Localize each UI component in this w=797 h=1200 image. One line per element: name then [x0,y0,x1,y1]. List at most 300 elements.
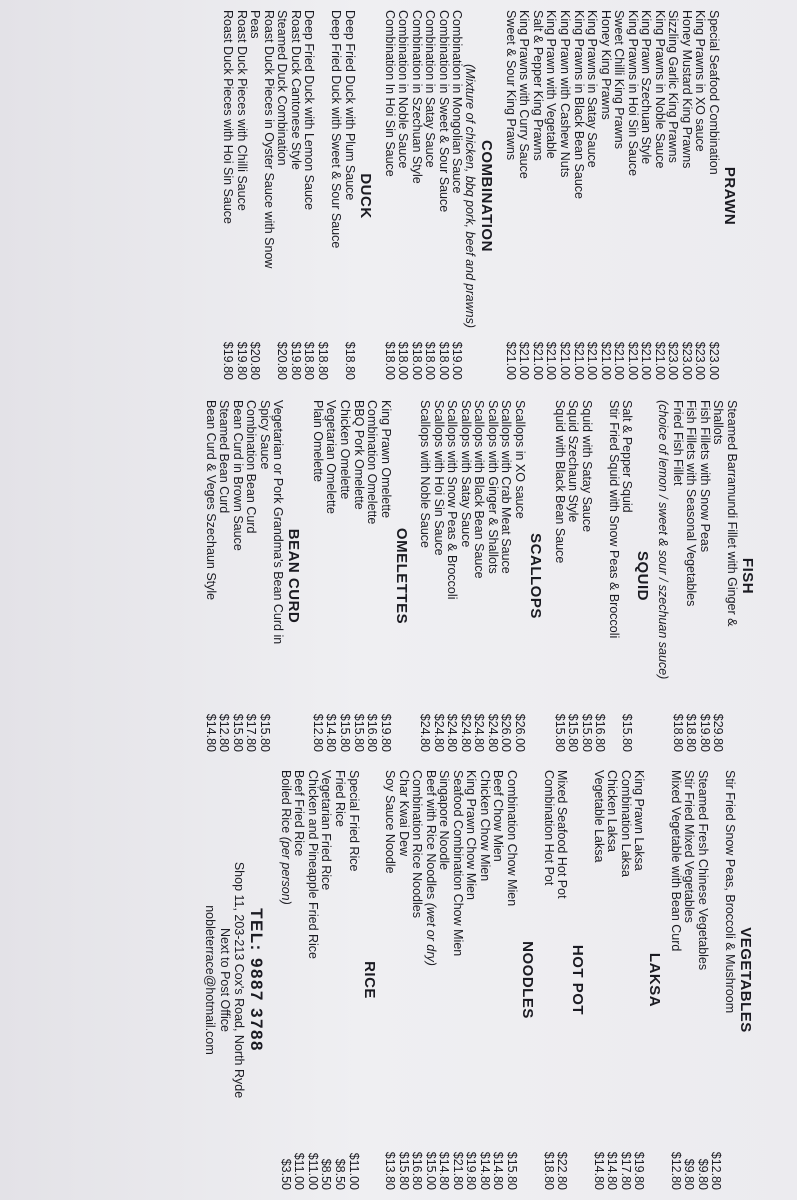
menu-item [618,770,632,1190]
menu-item-name: Salt & Pepper Squid [620,400,635,513]
menu-item-name: King Prawn with Cashew Nuts [557,10,572,178]
menu-item-name: Fish Fillets with Snow Peas [697,400,712,553]
menu-item-name: Combination Omelette [365,400,380,525]
menu-item-name: Chicken Chow Mien [477,770,492,882]
menu-item [605,770,619,1190]
menu-item-name: Combination Laksa [618,770,633,878]
menu-item-price: $17.80 [244,713,259,752]
item-list [383,770,518,1190]
menu-item-price: $24.80 [458,713,473,752]
item-list [221,10,356,382]
menu-item-price: $19.00 [450,341,465,380]
menu-item-name: Honey Mustard King Prawns [679,10,694,169]
menu-item-name: Scallops with Noble Sauce [418,400,433,548]
menu-item [541,770,555,1190]
menu-item [485,400,499,752]
menu-item [612,10,626,382]
menu-item-price: $18.00 [396,341,411,380]
menu-item [271,400,285,752]
menu-item [418,400,432,752]
menu-item [329,10,343,382]
menu-item [257,400,271,752]
menu-item [431,400,445,752]
menu-item [652,10,666,382]
menu-item-qualifier: (per person) [278,833,293,905]
section-title: RICE [360,961,378,999]
section-note: (choice of lemon / sweet & sour / szechuan sauce) [656,400,671,680]
menu-item [396,10,410,382]
menu-item-name: Peas [248,10,263,39]
section-note: (Mixture of chicken, bbq pork, beef and prawns) [463,63,478,329]
menu-item-name: Soy Sauce Noodle [383,770,398,874]
menu-item-price: $15.80 [230,713,245,752]
menu-item [261,10,275,382]
menu-item-price: $15.80 [504,1151,519,1190]
item-list [552,400,633,752]
menu-item [666,10,680,382]
menu-item-name: Stir Fried Mixed Vegetables [682,770,697,923]
menu-item-name: King Prawn with Vegetable [544,10,559,159]
menu-item-price: $14.80 [437,1151,452,1190]
menu-item-price: $17.80 [618,1151,633,1190]
menu-item-price: $21.00 [503,341,518,380]
menu-item-price: $19.80 [221,341,236,380]
menu-item-price: $3.50 [278,1158,293,1190]
menu-item-name: Steamed Duck Combination [275,10,290,166]
section-title: HOT POT [569,944,587,1016]
menu-item-price: $19.80 [288,341,303,380]
item-list [382,10,463,382]
section-prawn [503,10,738,382]
menu-item [557,10,571,382]
menu-item [378,400,392,752]
menu-item [503,10,517,382]
menu-item-name: Vegetarian Fried Rice [319,770,334,891]
menu-item-name: Roast Duck Cantonese Style [288,10,303,170]
menu-item [697,400,711,752]
menu-item [423,10,437,382]
section-title: OMELETTES [392,527,410,625]
menu-item [625,10,639,382]
menu-item-name: Fried Rice [332,770,347,827]
menu-item-price: $8.50 [319,1158,334,1190]
menu-item-name: Vegetable Laksa [591,770,606,863]
menu-item-price: $21.00 [544,341,559,380]
menu-item-name: Scallops with Satay Sauce [458,400,473,548]
menu-item [722,770,736,1190]
menu-item-price: $21.00 [571,341,586,380]
menu-item [477,770,491,1190]
menu-item-name: Scallops with Crab Meat Sauce [499,400,514,574]
menu-item-price: $9.80 [682,1158,697,1190]
menu-item [203,400,217,752]
menu-item [436,10,450,382]
menu-item [472,400,486,752]
menu-item-price: $14.80 [324,713,339,752]
menu-item-name: Scallops in XO sauce [512,400,527,519]
menu-item [221,10,235,382]
menu-item-name: Shallots [711,400,726,445]
menu-item-name: Seafood Combination Chow Mien [450,770,465,957]
menu-item [464,770,478,1190]
menu-item [305,770,319,1190]
menu-item-name: King Prawns in XO sauce [693,10,708,152]
menu-item [346,770,360,1190]
menu-item-price: $18.80 [684,713,699,752]
section-noodles [383,770,536,1190]
section-duck [221,10,374,382]
phone-number: TEL: 9887 3788 [247,908,267,1052]
menu-item-price: $18.80 [315,341,330,380]
section-title: NOODLES [518,941,536,1019]
menu-item [679,10,693,382]
menu-item-price: $23.00 [693,341,708,380]
menu-item-price: $23.00 [707,341,721,380]
menu-item [632,770,646,1190]
menu-item-name: King Prawn Laksa [632,770,647,871]
menu-item-qualifier: (wet or dry) [423,899,438,966]
menu-column-left [0,10,797,382]
menu-item-price: $24.80 [418,713,433,752]
menu-item [315,10,329,382]
menu-item-price: $15.80 [351,713,366,752]
menu-item-name: Fish Fillets with Seasonal Vegetables [684,400,699,607]
menu-item-price: $11.00 [292,1152,307,1190]
menu-item [288,10,302,382]
menu-item-name: Char Kwai Dew [396,770,411,857]
menu-item-name: Plain Omelette [310,400,325,482]
menu-item-price: $21.00 [517,341,532,380]
menu-item-name: Bean Curd & Veges Szechaun Style [203,400,218,601]
menu-item [530,10,544,382]
menu-item-name: King Prawn Omelette [378,400,393,519]
section-title: LAKSA [646,952,664,1008]
menu-item-name: Beef with Rice Noodles (wet or dry) [423,770,438,966]
menu-item [711,400,725,752]
menu-item [709,770,723,1190]
menu-item-price: $12.80 [668,1151,683,1190]
menu-item-name: King Prawn Szechuan Style [639,10,654,165]
menu-item [302,10,316,382]
menu-item [566,400,580,752]
menu-item [591,770,605,1190]
menu-item [450,770,464,1190]
menu-item [724,400,738,752]
item-list [670,400,738,752]
menu-item-price: $11.00 [346,1152,361,1190]
menu-item-name: Stir Fried Squid with Snow Peas & Broccoli [606,400,621,639]
menu-item-name: Singapore Noodle [437,770,452,871]
menu-item-price: $15.80 [337,713,352,752]
menu-item-name: Squid with Satay Sauce [579,400,594,533]
menu-item [491,770,505,1190]
section-title: BEAN CURD [285,528,303,624]
menu-item-name: Vegetarian Omelette [324,400,339,514]
menu-item-name: Squid with Black Bean Sauce [552,400,567,564]
menu-item-name: Combination Hot Pot [541,770,556,886]
menu-item-name: King Prawn Chow Mien [464,770,479,900]
menu-item-name: Combination in Mongolian Sauce [450,10,465,194]
menu-item-price: $19.80 [632,1151,647,1190]
menu-item-price: $14.80 [491,1151,506,1190]
menu-item-name: Sweet Chilli King Prawns [612,10,627,149]
menu-item [639,10,653,382]
menu-item-price: $21.00 [652,341,667,380]
section-laksa [591,770,663,1190]
menu-item-name: Fried Fish Fillet [670,400,685,486]
menu-item-name: King Prawns in Noble Sauce [652,10,667,169]
menu-item-name: Combination in Satay Sauce [423,10,438,168]
menu-item-price: $24.80 [472,713,487,752]
item-list [418,400,526,752]
menu-item-name: Roast Duck Pieces with Chilli Sauce [234,10,249,211]
menu-item [555,770,569,1190]
email: nobleterrace@hotmail.com [203,905,218,1055]
menu-item [571,10,585,382]
menu-item [579,400,593,752]
menu-item-name: King Prawns in Hoi Sin Sauce [625,10,640,177]
menu-item [706,10,720,382]
menu-item-price: $26.00 [512,713,527,752]
menu-item-name: Salt & Pepper King Prawns [530,10,545,161]
menu-item-name: Roast Duck Pieces in Oyster Sauce with Snow [261,10,276,269]
menu-item-name: Scallops with Hoi Sin Sauce [431,400,446,556]
section-combination [382,10,495,382]
menu-item-name: Combination in Sweet & Sour Sauce [436,10,451,213]
section-title: COMBINATION [478,140,496,252]
address: Shop 11, 203-213 Cox's Road, North Ryde [232,861,247,1099]
menu-item [351,400,365,752]
menu-item-price: $23.00 [666,341,681,380]
menu-item-name: Honey King Prawns [598,10,613,120]
menu-item [544,10,558,382]
menu-item-name: Steamed Bean Curd [217,400,232,514]
menu-item-name: Chicken Laksa [605,770,620,852]
menu-item [382,10,396,382]
menu-item-price: $15.80 [396,1151,411,1190]
menu-item-price: $11.00 [305,1152,320,1190]
menu-item-name: Boiled Rice (per person) [278,770,293,905]
menu-item [620,400,634,752]
menu-item-name: Beef Fried Rice [292,770,307,857]
menu-item [445,400,459,752]
menu-item-name: Steamed Barramundi Fillet with Ginger & [725,400,739,627]
menu-item-price: $21.80 [450,1151,465,1190]
section-squid [552,400,651,752]
menu-item-price: $21.00 [625,341,640,380]
menu-item [695,770,709,1190]
menu-item-name: Mixed Vegetable with Bean Curd [668,770,683,952]
menu-item-price: $21.00 [530,341,545,380]
menu-item [693,10,707,382]
menu-item-price: $12.80 [709,1151,724,1190]
menu-item [585,10,599,382]
menu-item-price: $8.50 [332,1158,347,1190]
menu-item-price: $24.80 [445,713,460,752]
menu-item [278,770,292,1190]
menu-item-name: Sizzling Garlic King Prawns [666,10,681,163]
section-rice [278,770,377,1190]
section-title: VEGETABLES [737,927,754,1033]
menu-item-name: Scallops with Ginger & Shallots [485,400,500,574]
menu-item-name: Combination in Szechuan Style [409,10,424,184]
section-scallops [418,400,544,752]
menu-item-price: $16.80 [410,1151,425,1190]
menu-item-price: $21.00 [557,341,572,380]
menu-item-price: $12.80 [310,713,325,752]
menu-item-price: $21.00 [585,341,600,380]
menu-item [598,10,612,382]
menu-item-name: Squid Szechaun Style [566,400,581,523]
menu-item [342,10,356,382]
menu-item-name: Sweet & Sour King Prawns [503,10,518,161]
menu-item [670,400,684,752]
section-omelettes [310,400,409,752]
menu-item [517,10,531,382]
menu-item-name: Deep Fried Duck with Lemon Sauce [302,10,317,211]
menu-item [292,770,306,1190]
section-title: SQUID [634,550,652,601]
menu-item-name: Combination Chow Mien [504,770,519,907]
menu-item-name: Chicken and Pineapple Fried Rice [305,770,320,959]
section-title: FISH [739,557,756,595]
menu-item-price: $23.00 [679,341,694,380]
menu-item [275,10,289,382]
menu-item-name: Deep Fried Duck with Sweet & Sour Sauce [329,10,344,249]
menu-item [310,400,324,752]
menu-item-name: Stir Fried Snow Peas, Broccoli & Mushroom [723,770,737,1014]
menu-item-name: Steamed Fresh Chinese Vegetables [695,770,710,971]
menu-column-right [0,770,797,1190]
menu-item-name: Deep Fried Duck with Plum Sauce [342,10,357,201]
menu-item-price: $18.00 [382,341,397,380]
menu-item [217,400,231,752]
menu-item-name: Mixed Seafood Hot Pot [555,770,570,899]
menu-item-price: $13.80 [383,1151,398,1190]
menu-item-name: Roast Duck Pieces with Hoi Sin Sauce [221,10,236,224]
menu-item [248,10,262,382]
menu-item-price: $18.00 [436,341,451,380]
menu-item-price: $16.80 [365,713,380,752]
menu-item [450,10,464,382]
item-list [203,400,284,752]
menu-item-name: Vegetarian or Pork Grandma's Bean Curd in [271,400,286,645]
menu-item [383,770,397,1190]
menu-item-price: $19.80 [697,713,712,752]
menu-item [332,770,346,1190]
landmark: Next to Post Office [217,928,232,1032]
menu-item [437,770,451,1190]
menu-item-price: $16.80 [593,713,608,752]
menu-item-price: $18.80 [342,341,357,380]
menu-item [504,770,518,1190]
menu-item-price: $24.80 [485,713,500,752]
item-list [541,770,568,1190]
menu-item-price: $24.80 [431,713,446,752]
menu-item-price: $18.80 [302,341,317,380]
menu-item-price: $15.80 [620,713,635,752]
menu-item [682,770,696,1190]
menu-item-price: $15.80 [566,713,581,752]
section-title: SCALLOPS [526,533,544,619]
menu-item-price: $15.00 [423,1151,438,1190]
menu-item-price: $12.80 [217,713,232,752]
menu-item-price: $21.00 [639,341,654,380]
menu-item-name: Special Fried Rice [346,770,361,872]
menu-item-name: Combination Bean Curd [244,400,259,534]
menu-item [324,400,338,752]
menu-item [668,770,682,1190]
menu-item [234,10,248,382]
menu-item-price: $15.80 [552,713,567,752]
menu-item-price: $20.80 [248,341,263,380]
section-title: DUCK [356,173,374,219]
menu-item-price: $15.80 [579,713,594,752]
item-list [591,770,645,1190]
menu-item-name: King Prawns with Curry Sauce [517,10,532,179]
menu-item-name: Chicken Omelette [337,400,352,500]
menu-item-price: $14.80 [605,1151,620,1190]
menu-item-name: King Prawns in Black Bean Sauce [571,10,586,199]
menu-item-name: Spicy Sauce [257,400,272,470]
menu-column-middle [0,400,797,752]
menu-item-price: $14.80 [477,1151,492,1190]
section-hot-pot [541,770,586,1190]
menu-item-price: $19.80 [378,713,393,752]
item-list [503,10,720,382]
menu-item [606,400,620,752]
menu-item-price: $18.80 [670,713,685,752]
menu-item-price: $29.80 [711,713,726,752]
menu-item-name: Beef Chow Mien [491,770,506,862]
menu-item [230,400,244,752]
item-list [310,400,391,752]
menu-item [244,400,258,752]
menu-item [319,770,333,1190]
menu-item-name: Combination Rice Noodles [410,770,425,918]
menu-item [552,400,566,752]
item-list [278,770,359,1190]
section-vegetables [668,770,754,1190]
menu-item [409,10,423,382]
menu-item-price: $22.80 [555,1151,570,1190]
menu-item [396,770,410,1190]
menu-item-price: $18.00 [423,341,438,380]
menu-item [423,770,437,1190]
menu-item-price: $21.00 [598,341,613,380]
menu-item [365,400,379,752]
menu-item-price: $21.00 [612,341,627,380]
menu-item [410,770,424,1190]
menu-item [512,400,526,752]
menu-item-price: $14.80 [203,713,218,752]
menu-item-price: $19.80 [234,341,249,380]
menu-item-price: $18.80 [541,1151,556,1190]
menu-item [499,400,513,752]
menu-item-price: $20.80 [275,341,290,380]
menu-item-price: $26.00 [499,713,514,752]
menu-item-name: Scallops with Black Bean Sauce [472,400,487,579]
menu-item-price: $9.80 [695,1158,710,1190]
menu-item-name: Combination in Noble Sauce [396,10,411,169]
menu-item-price: $14.80 [591,1151,606,1190]
menu-item-price: $18.00 [409,341,424,380]
menu-item-name: Scallops with Snow Peas & Broccoli [445,400,460,600]
menu-item-name: Special Seafood Combination [707,10,721,175]
menu-item-name: Bean Curd in Brown Sauce [230,400,245,551]
menu-item [337,400,351,752]
item-list [668,770,736,1190]
